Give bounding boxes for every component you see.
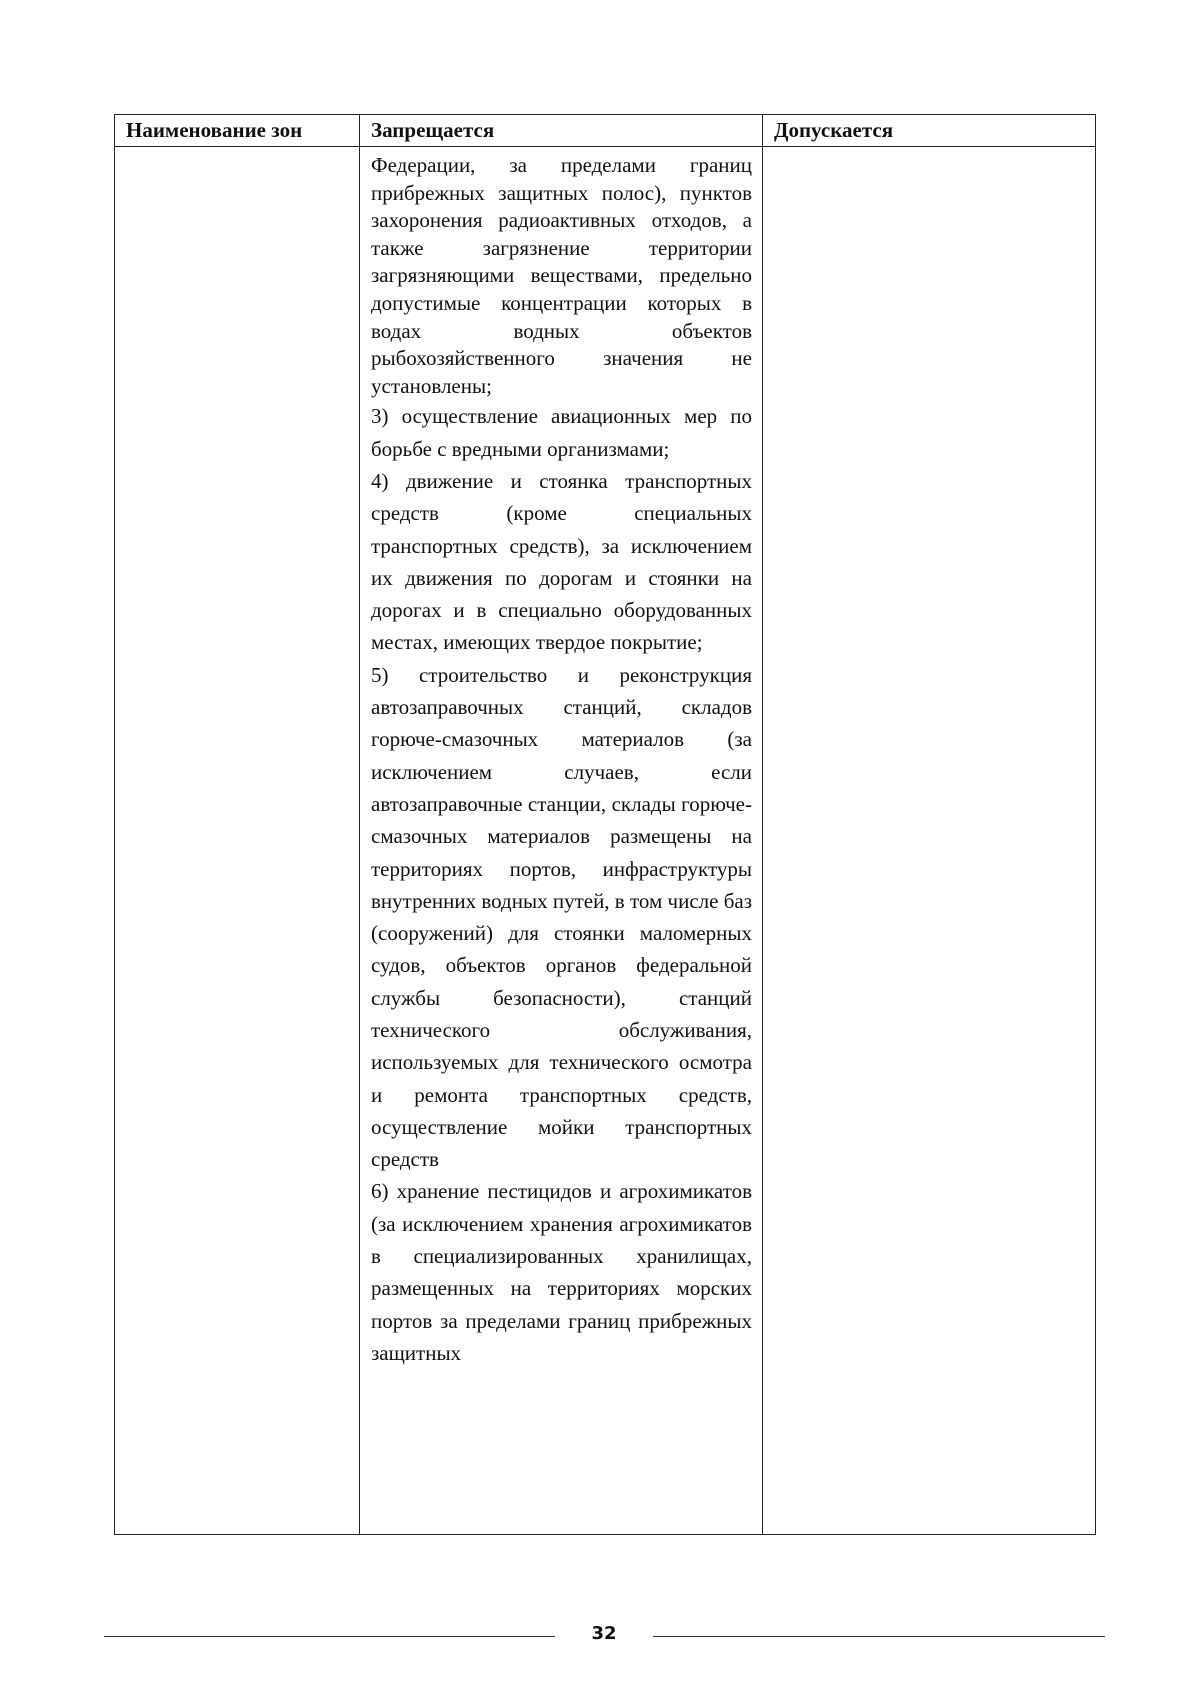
page-number: 32 — [591, 1623, 617, 1644]
forbidden-item-5: 5) строительство и реконструкция автозаправочных станций, складов горюче-смазочных материалов (за исключением случаев, если автозаправочные станции, склады горюче-смазочных материалов размещены на территориях портов, инфраструктуры внутренних водных путей, в том числе баз (сооружений) для стоянки маломерных судов, объектов органов федеральной службы безопасности), станций технического обслуживания, используемых для технического осмотра и ремонта транспортных средств, осуществление мойки транспортных средств — [371, 662, 752, 1172]
forbidden-item-3: 3) осуществление авиационных мер по борьбе с вредными организмами; — [371, 404, 752, 461]
zone-cell — [115, 147, 360, 1535]
forbidden-item-6: 6) хранение пестицидов и агрохимикатов (за исключением хранения агрохимикатов в специализированных хранилищах, размещенных на территориях морских портов за пределами границ прибрежных защитных — [371, 1179, 752, 1365]
header-zone-name: Наименование зон — [115, 115, 360, 147]
allowed-cell-text — [763, 147, 1095, 152]
zones-table — [114, 114, 1096, 1535]
footer-divider-right — [653, 1636, 1105, 1637]
header-forbidden: Запрещается — [360, 115, 763, 147]
table-header-row — [115, 115, 1096, 147]
header-allowed: Допускается — [763, 115, 1096, 147]
footer-divider-left — [104, 1636, 555, 1637]
allowed-cell — [763, 147, 1096, 1535]
zone-cell-text — [115, 147, 359, 152]
forbidden-item-4: 4) движение и стоянка транспортных средств (кроме специальных транспортных средств), за исключением их движения по дорогам и стоянки на дорогах и в специально оборудованных местах, имеющих твердое покрытие; — [371, 468, 752, 655]
forbidden-cell — [360, 147, 763, 1535]
table-row — [115, 147, 1096, 1535]
forbidden-item-continuation: Федерации, за пределами границ прибрежных защитных полос), пунктов захоронения радиоактивных отходов, а также загрязнение территории загрязняющими веществами, предельно допустимые концентрации которых в водах водных объектов рыбохозяйственного значения не установлены; — [371, 153, 752, 398]
